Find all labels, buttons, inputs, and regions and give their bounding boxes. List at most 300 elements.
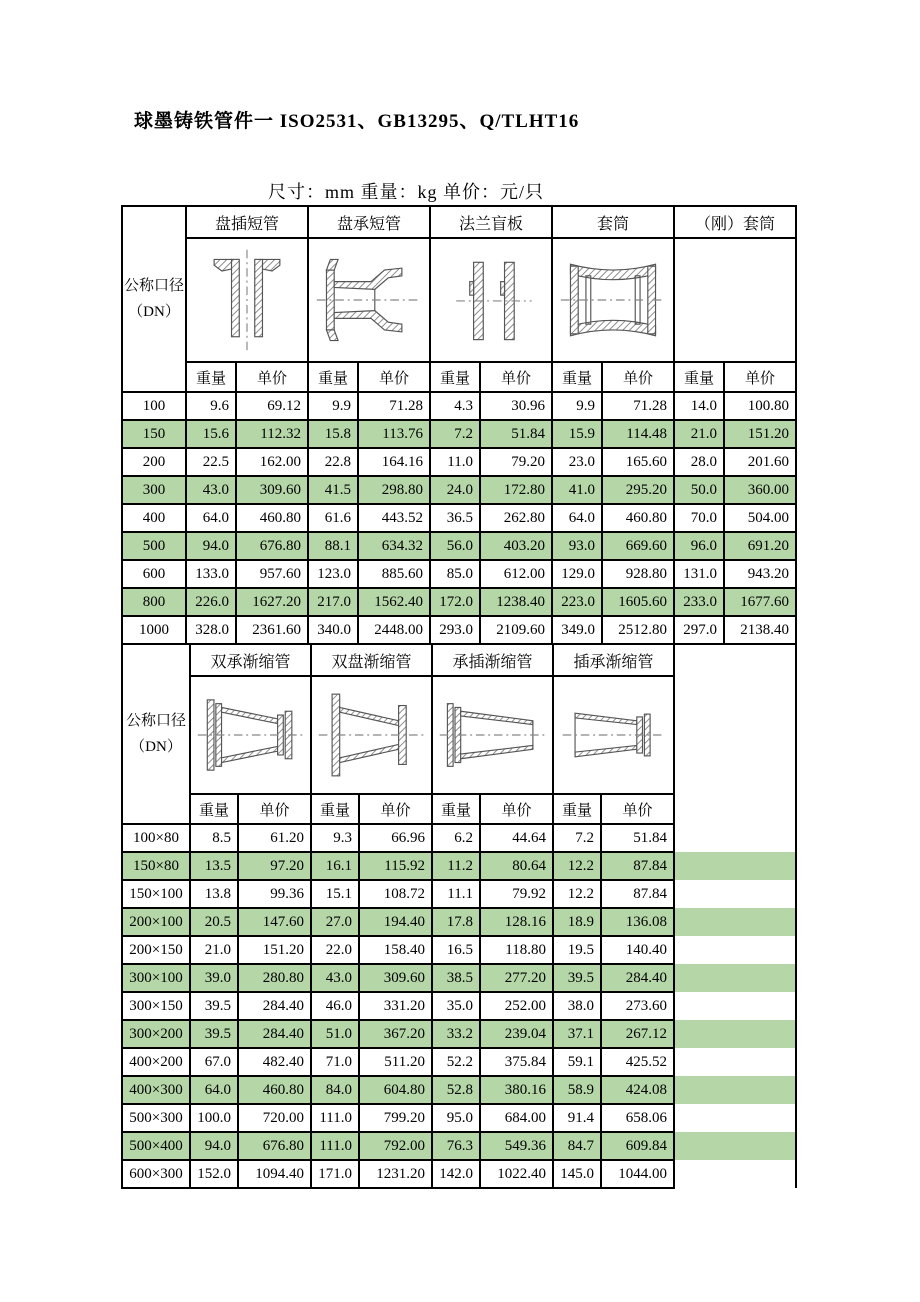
weight-value: 93.0 [552, 532, 602, 560]
weight-value: 8.5 [190, 824, 238, 852]
price-column-header: 单价 [602, 362, 674, 392]
table-row [122, 392, 796, 420]
price-value: 118.80 [480, 936, 553, 964]
weight-value: 95.0 [432, 1104, 480, 1132]
dn-label: 500×300 [122, 1104, 190, 1132]
price-value: 115.92 [359, 852, 432, 880]
weight-column-header: 重量 [186, 362, 236, 392]
weight-value: 21.0 [674, 420, 724, 448]
price-value: 928.80 [602, 560, 674, 588]
price-column-header: 单价 [601, 794, 674, 824]
weight-value: 37.1 [553, 1020, 601, 1048]
table-row [122, 1132, 796, 1160]
product-header-5: （刚）套筒 [674, 206, 796, 238]
weight-value: 94.0 [186, 532, 236, 560]
price-value: 284.40 [601, 964, 674, 992]
price-value: 44.64 [480, 824, 553, 852]
price-value: 676.80 [238, 1132, 311, 1160]
weight-value: 9.3 [311, 824, 359, 852]
weight-value: 52.2 [432, 1048, 480, 1076]
dn-label: 100 [122, 392, 186, 420]
weight-value: 39.5 [553, 964, 601, 992]
weight-value: 71.0 [311, 1048, 359, 1076]
price-value: 284.40 [238, 1020, 311, 1048]
price-value: 482.40 [238, 1048, 311, 1076]
page-title: 球墨铸铁管件一 ISO2531、GB13295、Q/TLHT16 [134, 111, 580, 132]
price-value: 375.84 [480, 1048, 553, 1076]
weight-value: 340.0 [308, 616, 358, 644]
weight-value: 6.2 [432, 824, 480, 852]
price-value: 87.84 [601, 852, 674, 880]
price-value: 277.20 [480, 964, 553, 992]
weight-value: 61.6 [308, 504, 358, 532]
dn-label: 600 [122, 560, 186, 588]
product-header-2: 双盘渐缩管 [311, 644, 432, 676]
socket-spigot-reducer-drawing [436, 679, 550, 791]
price-value: 284.40 [238, 992, 311, 1020]
weight-value: 35.0 [432, 992, 480, 1020]
price-value: 2109.60 [480, 616, 552, 644]
table-row [122, 420, 796, 448]
price-value: 147.60 [238, 908, 311, 936]
weight-value: 91.4 [553, 1104, 601, 1132]
price-value: 504.00 [724, 504, 796, 532]
nominal-diameter-label-line1: 公称口径 [125, 713, 186, 729]
price-value: 2512.80 [602, 616, 674, 644]
weight-value: 52.8 [432, 1076, 480, 1104]
sleeve-drawing [552, 238, 674, 362]
nominal-diameter-header [122, 206, 186, 392]
dn-label: 200×100 [122, 908, 190, 936]
blind-flange-drawing [430, 238, 552, 362]
dn-label: 300×100 [122, 964, 190, 992]
weight-value: 349.0 [552, 616, 602, 644]
dn-label: 400 [122, 504, 186, 532]
weight-value: 70.0 [674, 504, 724, 532]
extension-stripe [674, 936, 796, 964]
dn-label: 300 [122, 476, 186, 504]
table-row [122, 448, 796, 476]
extension-stripe [674, 852, 796, 880]
table-row [122, 824, 796, 852]
product-header-2: 盘承短管 [308, 206, 430, 238]
price-value: 128.16 [480, 908, 553, 936]
weight-value: 21.0 [190, 936, 238, 964]
weight-value: 88.1 [308, 532, 358, 560]
price-value: 1094.40 [238, 1160, 311, 1188]
price-value: 1677.60 [724, 588, 796, 616]
price-value: 1238.40 [480, 588, 552, 616]
price-value: 2448.00 [358, 616, 430, 644]
weight-column-header: 重量 [190, 794, 238, 824]
table-row [122, 476, 796, 504]
dn-label: 800 [122, 588, 186, 616]
product-header-1: 盘插短管 [186, 206, 308, 238]
price-value: 136.08 [601, 908, 674, 936]
price-column-header: 单价 [236, 362, 308, 392]
price-value: 1562.40 [358, 588, 430, 616]
price-value: 612.00 [480, 560, 552, 588]
flange-socket-short-pipe-drawing [311, 241, 427, 359]
weight-value: 217.0 [308, 588, 358, 616]
price-value: 684.00 [480, 1104, 553, 1132]
weight-value: 111.0 [311, 1132, 359, 1160]
dn-label: 150×100 [122, 880, 190, 908]
dn-label: 150 [122, 420, 186, 448]
dn-label: 300×150 [122, 992, 190, 1020]
weight-column-header: 重量 [430, 362, 480, 392]
price-value: 799.20 [359, 1104, 432, 1132]
dn-label: 500×400 [122, 1132, 190, 1160]
weight-value: 19.5 [553, 936, 601, 964]
price-value: 1605.60 [602, 588, 674, 616]
weight-column-header: 重量 [552, 362, 602, 392]
price-value: 360.00 [724, 476, 796, 504]
price-value: 658.06 [601, 1104, 674, 1132]
price-value: 97.20 [238, 852, 311, 880]
flange-spigot-short-pipe-drawing [189, 241, 305, 359]
table-row [122, 992, 796, 1020]
weight-value: 13.5 [190, 852, 238, 880]
price-value: 71.28 [602, 392, 674, 420]
weight-column-header: 重量 [308, 362, 358, 392]
nominal-diameter-label-line2: （DN） [128, 304, 180, 320]
weight-value: 43.0 [186, 476, 236, 504]
table-row [122, 880, 796, 908]
weight-value: 142.0 [432, 1160, 480, 1188]
empty-extension-area [674, 644, 796, 824]
price-value: 162.00 [236, 448, 308, 476]
weight-value: 39.0 [190, 964, 238, 992]
table-row [122, 1160, 796, 1188]
tables-container [121, 205, 797, 1189]
weight-value: 41.0 [552, 476, 602, 504]
price-value: 69.12 [236, 392, 308, 420]
double-flange-reducer-drawing [311, 676, 432, 794]
table-row [122, 504, 796, 532]
price-value: 100.80 [724, 392, 796, 420]
product-header-4: 套筒 [552, 206, 674, 238]
price-value: 267.12 [601, 1020, 674, 1048]
fittings-price-table-short-pipes [121, 205, 797, 645]
weight-value: 84.7 [553, 1132, 601, 1160]
dn-label: 150×80 [122, 852, 190, 880]
weight-value: 233.0 [674, 588, 724, 616]
price-value: 604.80 [359, 1076, 432, 1104]
weight-value: 39.5 [190, 992, 238, 1020]
weight-value: 50.0 [674, 476, 724, 504]
table-row [122, 588, 796, 616]
weight-value: 36.5 [430, 504, 480, 532]
price-value: 1044.00 [601, 1160, 674, 1188]
weight-value: 17.8 [432, 908, 480, 936]
price-value: 61.20 [238, 824, 311, 852]
price-value: 30.96 [480, 392, 552, 420]
extension-stripe [674, 1020, 796, 1048]
weight-value: 84.0 [311, 1076, 359, 1104]
dn-label: 400×300 [122, 1076, 190, 1104]
price-value: 87.84 [601, 880, 674, 908]
dn-label: 300×200 [122, 1020, 190, 1048]
double-socket-reducer-drawing [194, 679, 308, 791]
weight-value: 15.6 [186, 420, 236, 448]
weight-value: 223.0 [552, 588, 602, 616]
price-value: 1231.20 [359, 1160, 432, 1188]
price-value: 66.96 [359, 824, 432, 852]
table-row [122, 532, 796, 560]
weight-value: 58.9 [553, 1076, 601, 1104]
price-value: 1627.20 [236, 588, 308, 616]
weight-value: 172.0 [430, 588, 480, 616]
double-flange-reducer-drawing [315, 679, 429, 791]
price-value: 403.20 [480, 532, 552, 560]
price-value: 720.00 [238, 1104, 311, 1132]
weight-value: 16.1 [311, 852, 359, 880]
price-value: 380.16 [480, 1076, 553, 1104]
price-value: 113.76 [358, 420, 430, 448]
price-value: 460.80 [236, 504, 308, 532]
dn-label: 400×200 [122, 1048, 190, 1076]
weight-value: 226.0 [186, 588, 236, 616]
table-row [122, 1104, 796, 1132]
price-value: 262.80 [480, 504, 552, 532]
units-note: 尺寸：mm 重量：kg 单价：元/只 [268, 182, 545, 202]
weight-value: 12.2 [553, 852, 601, 880]
weight-value: 43.0 [311, 964, 359, 992]
price-value: 280.80 [238, 964, 311, 992]
weight-value: 152.0 [190, 1160, 238, 1188]
fittings-price-table-reducers [121, 643, 797, 1189]
price-value: 194.40 [359, 908, 432, 936]
price-value: 164.16 [358, 448, 430, 476]
price-value: 957.60 [236, 560, 308, 588]
weight-value: 11.0 [430, 448, 480, 476]
price-value: 669.60 [602, 532, 674, 560]
price-value: 885.60 [358, 560, 430, 588]
price-value: 273.60 [601, 992, 674, 1020]
weight-value: 64.0 [552, 504, 602, 532]
weight-column-header: 重量 [311, 794, 359, 824]
weight-column-header: 重量 [674, 362, 724, 392]
weight-value: 56.0 [430, 532, 480, 560]
weight-value: 22.8 [308, 448, 358, 476]
weight-column-header: 重量 [432, 794, 480, 824]
price-value: 114.48 [602, 420, 674, 448]
weight-value: 46.0 [311, 992, 359, 1020]
weight-value: 9.9 [308, 392, 358, 420]
weight-value: 38.0 [553, 992, 601, 1020]
price-value: 511.20 [359, 1048, 432, 1076]
weight-value: 4.3 [430, 392, 480, 420]
flange-socket-short-pipe-drawing [308, 238, 430, 362]
dn-label: 500 [122, 532, 186, 560]
weight-value: 22.5 [186, 448, 236, 476]
price-value: 158.40 [359, 936, 432, 964]
weight-value: 20.5 [190, 908, 238, 936]
table-row [122, 908, 796, 936]
weight-value: 9.6 [186, 392, 236, 420]
weight-value: 76.3 [432, 1132, 480, 1160]
price-value: 201.60 [724, 448, 796, 476]
weight-value: 131.0 [674, 560, 724, 588]
flange-spigot-short-pipe-drawing [186, 238, 308, 362]
price-value: 51.84 [601, 824, 674, 852]
product-header-4: 插承渐缩管 [553, 644, 674, 676]
weight-value: 13.8 [190, 880, 238, 908]
weight-value: 7.2 [553, 824, 601, 852]
weight-value: 15.9 [552, 420, 602, 448]
price-value: 51.84 [480, 420, 552, 448]
table-row [122, 936, 796, 964]
weight-value: 16.5 [432, 936, 480, 964]
price-value: 460.80 [238, 1076, 311, 1104]
price-value: 424.08 [601, 1076, 674, 1104]
price-value: 99.36 [238, 880, 311, 908]
weight-value: 15.8 [308, 420, 358, 448]
price-value: 2361.60 [236, 616, 308, 644]
price-value: 1022.40 [480, 1160, 553, 1188]
weight-value: 129.0 [552, 560, 602, 588]
weight-value: 33.2 [432, 1020, 480, 1048]
dn-label: 200×150 [122, 936, 190, 964]
weight-value: 100.0 [190, 1104, 238, 1132]
price-value: 79.92 [480, 880, 553, 908]
weight-value: 328.0 [186, 616, 236, 644]
price-value: 309.60 [359, 964, 432, 992]
weight-value: 67.0 [190, 1048, 238, 1076]
price-value: 943.20 [724, 560, 796, 588]
nominal-diameter-header [122, 644, 190, 824]
extension-stripe [674, 964, 796, 992]
weight-value: 12.2 [553, 880, 601, 908]
price-value: 172.80 [480, 476, 552, 504]
price-value: 634.32 [358, 532, 430, 560]
weight-value: 23.0 [552, 448, 602, 476]
price-value: 71.28 [358, 392, 430, 420]
price-value: 549.36 [480, 1132, 553, 1160]
spigot-socket-reducer-drawing [553, 676, 674, 794]
weight-value: 51.0 [311, 1020, 359, 1048]
weight-value: 59.1 [553, 1048, 601, 1076]
price-value: 151.20 [238, 936, 311, 964]
table-row [122, 852, 796, 880]
weight-value: 64.0 [186, 504, 236, 532]
weight-value: 297.0 [674, 616, 724, 644]
weight-value: 171.0 [311, 1160, 359, 1188]
price-column-header: 单价 [359, 794, 432, 824]
price-value: 80.64 [480, 852, 553, 880]
price-value: 691.20 [724, 532, 796, 560]
nominal-diameter-label-line2: （DN） [130, 739, 182, 755]
weight-value: 27.0 [311, 908, 359, 936]
price-value: 367.20 [359, 1020, 432, 1048]
table-row [122, 964, 796, 992]
price-value: 298.80 [358, 476, 430, 504]
weight-column-header: 重量 [553, 794, 601, 824]
weight-value: 7.2 [430, 420, 480, 448]
extension-stripe [674, 1048, 796, 1076]
weight-value: 111.0 [311, 1104, 359, 1132]
price-value: 165.60 [602, 448, 674, 476]
weight-value: 41.5 [308, 476, 358, 504]
weight-value: 85.0 [430, 560, 480, 588]
weight-value: 22.0 [311, 936, 359, 964]
price-column-header: 单价 [238, 794, 311, 824]
price-column-header: 单价 [724, 362, 796, 392]
extension-stripe [674, 908, 796, 936]
weight-value: 145.0 [553, 1160, 601, 1188]
extension-stripe [674, 880, 796, 908]
weight-value: 11.1 [432, 880, 480, 908]
table-row [122, 616, 796, 644]
price-value: 2138.40 [724, 616, 796, 644]
dn-label: 100×80 [122, 824, 190, 852]
price-value: 112.32 [236, 420, 308, 448]
dn-label: 1000 [122, 616, 186, 644]
price-value: 252.00 [480, 992, 553, 1020]
weight-value: 96.0 [674, 532, 724, 560]
extension-stripe [674, 992, 796, 1020]
table-row [122, 1048, 796, 1076]
product-header-1: 双承渐缩管 [190, 644, 311, 676]
sleeve-drawing [555, 241, 671, 359]
socket-spigot-reducer-drawing [432, 676, 553, 794]
spigot-socket-reducer-drawing [557, 679, 671, 791]
weight-value: 11.2 [432, 852, 480, 880]
weight-value: 15.1 [311, 880, 359, 908]
extension-stripe [674, 1132, 796, 1160]
price-column-header: 单价 [480, 362, 552, 392]
price-value: 295.20 [602, 476, 674, 504]
price-column-header: 单价 [358, 362, 430, 392]
price-value: 79.20 [480, 448, 552, 476]
table-row [122, 560, 796, 588]
price-value: 425.52 [601, 1048, 674, 1076]
extension-stripe [674, 824, 796, 852]
price-value: 309.60 [236, 476, 308, 504]
weight-value: 94.0 [190, 1132, 238, 1160]
extension-stripe [674, 1160, 796, 1188]
rigid-sleeve-drawing [674, 238, 796, 362]
extension-stripe [674, 1104, 796, 1132]
price-value: 443.52 [358, 504, 430, 532]
price-value: 151.20 [724, 420, 796, 448]
product-header-3: 承插渐缩管 [432, 644, 553, 676]
double-socket-reducer-drawing [190, 676, 311, 794]
weight-value: 293.0 [430, 616, 480, 644]
weight-value: 24.0 [430, 476, 480, 504]
dn-label: 200 [122, 448, 186, 476]
weight-value: 123.0 [308, 560, 358, 588]
weight-value: 9.9 [552, 392, 602, 420]
product-header-3: 法兰盲板 [430, 206, 552, 238]
price-column-header: 单价 [480, 794, 553, 824]
table-row [122, 1076, 796, 1104]
weight-value: 38.5 [432, 964, 480, 992]
weight-value: 28.0 [674, 448, 724, 476]
weight-value: 133.0 [186, 560, 236, 588]
dn-label: 600×300 [122, 1160, 190, 1188]
price-value: 676.80 [236, 532, 308, 560]
extension-stripe [674, 1076, 796, 1104]
price-value: 108.72 [359, 880, 432, 908]
weight-value: 64.0 [190, 1076, 238, 1104]
price-value: 140.40 [601, 936, 674, 964]
price-value: 331.20 [359, 992, 432, 1020]
price-value: 239.04 [480, 1020, 553, 1048]
price-value: 609.84 [601, 1132, 674, 1160]
price-value: 792.00 [359, 1132, 432, 1160]
